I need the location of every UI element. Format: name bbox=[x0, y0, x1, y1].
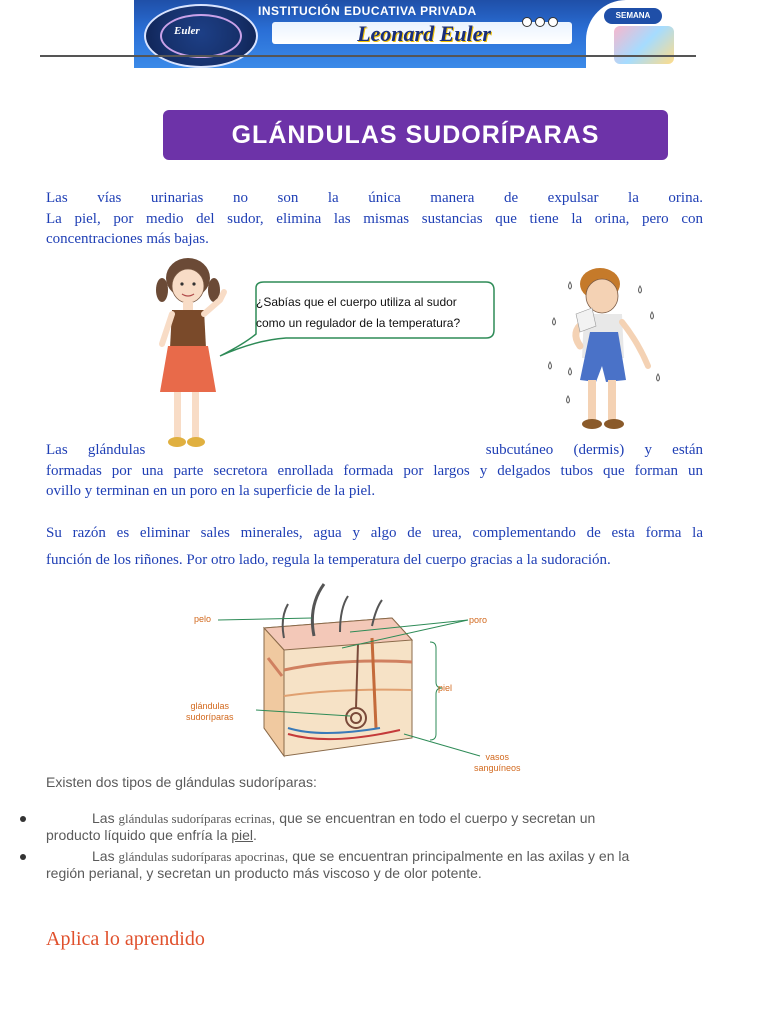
list-item-apocrinas: Las glándulas sudoríparas apocrinas, que se encuentran principalmente en las axilas y en la región perianal, y secretan un producto más viscoso y de olor potente. bbox=[46, 848, 630, 881]
intro-line-3: concentraciones más bajas. bbox=[46, 231, 209, 247]
term-apocrinas: glándulas sudoríparas apocrinas bbox=[118, 849, 285, 864]
label-poro: poro bbox=[469, 615, 488, 625]
piel-link[interactable]: piel bbox=[231, 827, 254, 843]
school-logo bbox=[144, 4, 258, 68]
list-item-ecrinas: Las glándulas sudoríparas ecrinas, que se encuentran en todo el cuerpo y secretan un producto líquido que enfría la piel. bbox=[46, 810, 596, 843]
types-intro: Existen dos tipos de glándulas sudoríparas: bbox=[46, 774, 317, 790]
page-title: GLÁNDULAS SUDORÍPARAS bbox=[231, 120, 600, 149]
intro-paragraph bbox=[46, 188, 703, 250]
label-glandulas: glándulas sudoríparas bbox=[186, 701, 234, 722]
header-illustration bbox=[614, 26, 674, 64]
glands-line-3: ovillo y terminan en un poro en la superficie de la piel. bbox=[46, 483, 376, 499]
intro-line-1: Las vías urinarias no son la única manera de expulsar la orina. bbox=[46, 190, 703, 206]
apply-heading: Aplica lo aprendido bbox=[46, 928, 205, 950]
function-line-1: Su razón es eliminar sales minerales, agua y algo de urea, complementando de esta forma la bbox=[46, 525, 703, 541]
function-paragraph bbox=[46, 520, 703, 574]
term-ecrinas: glándulas sudoríparas ecrinas bbox=[118, 811, 272, 826]
bullet-icon bbox=[20, 854, 26, 860]
institution-name: Leonard Euler bbox=[357, 21, 491, 46]
sweating-boy-illustration bbox=[540, 262, 670, 442]
title-banner bbox=[163, 110, 668, 160]
glands-end: subcutáneo (dermis) y están bbox=[485, 442, 703, 458]
bullet-icon bbox=[20, 816, 26, 822]
label-pelo: pelo bbox=[194, 614, 212, 624]
decorative-dots bbox=[522, 14, 561, 32]
glands-start: Las glándulas bbox=[46, 442, 146, 458]
header-divider bbox=[40, 55, 696, 57]
glands-line-2: formadas por una parte secretora enrollada formada por largos y delgados tubos que forman un bbox=[46, 462, 703, 479]
bubble-text: ¿Sabías que el cuerpo utiliza al sudor como un regulador de la temperatura? bbox=[256, 295, 461, 330]
skin-diagram bbox=[180, 578, 540, 778]
week-badge: SEMANA bbox=[604, 8, 662, 24]
glands-paragraph bbox=[46, 440, 703, 502]
label-vasos: vasos sanguíneos bbox=[474, 752, 521, 773]
girl-illustration bbox=[148, 252, 238, 457]
header-banner bbox=[134, 0, 682, 68]
logo-text: Euler bbox=[174, 25, 200, 37]
label-piel: piel bbox=[438, 683, 453, 693]
function-line-2: función de los riñones. Por otro lado, regula la temperatura del cuerpo gracias a la sudoración. bbox=[46, 552, 611, 568]
intro-line-2: La piel, por medio del sudor, elimina las mismas sustancias que tiene la orina, pero con bbox=[46, 210, 703, 227]
institution-label: INSTITUCIÓN EDUCATIVA PRIVADA bbox=[258, 4, 477, 18]
